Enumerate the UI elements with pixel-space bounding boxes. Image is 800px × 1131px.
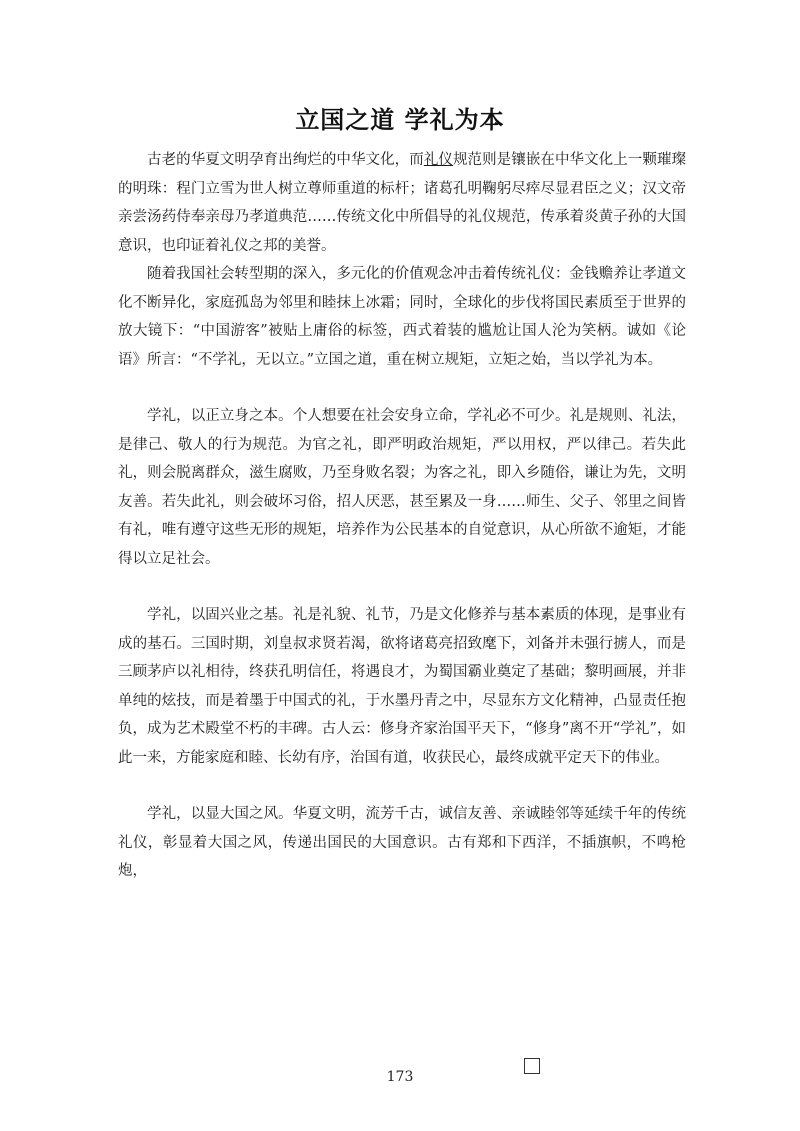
paragraph-gap — [118, 772, 686, 800]
paragraph-intro — [118, 146, 686, 260]
page-number: 173 — [386, 1069, 414, 1085]
paragraph-lishen: 学礼，以正立身之本。个人想要在社会安身立命，学礼必不可少。礼是规则、礼法，是律己、敬人的行为规范。为官之礼，即严明政治规矩，严以用权，严以律己。若失此礼，则会脱离群众，滋生腐败，乃至身败名裂；为客之礼，即入乡随俗，谦让为先，文明友善。若失此礼，则会破坏习俗，招人厌恶，甚至累及一身……师生、父子、邻里之间皆有礼，唯有遵守这些无形的规矩，培养作为公民基本的自觉意识，从心所欲不逾矩，才能得以立足社会。 — [118, 408, 686, 567]
underlined-word-liyi: 礼仪 — [423, 152, 453, 168]
article-body — [118, 146, 686, 886]
paragraph-gap — [118, 573, 686, 601]
checkbox-square-icon — [524, 1058, 540, 1074]
paragraph-intro-start: 古老的华夏文明孕育出绚烂的中华文化，而 — [147, 152, 424, 168]
paragraph-daguo: 学礼，以显大国之风。华夏文明，流芳千古，诚信友善、亲诚睦邻等延续千年的传统礼仪，彰显着大国之风，传递出国民的大国意识。古有郑和下西洋，不插旗帜，不鸣枪炮， — [118, 806, 686, 879]
paragraph-intro-end: 规范则是镶嵌在中华文化上一颗璀璨的明珠：程门立雪为世人树立尊师重道的标杆；诸葛孔明鞠躬尽瘁尽显君臣之义；汉文帝亲尝汤药侍奉亲母乃孝道典范……传统文化中所倡导的礼仪规范，传承着炎黄子孙的大国意识，也印证着礼仪之邦的美誉。 — [118, 152, 687, 254]
paragraph-gap — [118, 374, 686, 402]
paragraph-xingye: 学礼，以固兴业之基。礼是礼貌、礼节，乃是文化修养与基本素质的体现，是事业有成的基石。三国时期，刘皇叔求贤若渴，欲将诸葛亮招致麾下，刘备并未强行掳人，而是三顾茅庐以礼相待，终获孔明信任，将遇良才，为蜀国霸业奠定了基础；黎明画展，并非单纯的炫技，而是着墨于中国式的礼，于水墨丹青之中，尽显东方文化精神，凸显责任抱负，成为艺术殿堂不朽的丰碑。古人云：修身齐家治国平天下，“修身”离不开“学礼”，如此一来，方能家庭和睦、长幼有序，治国有道，收获民心，最终成就平定天下的伟业。 — [118, 607, 686, 766]
page-title: 立国之道 学礼为本 — [295, 106, 505, 134]
paragraph-context: 随着我国社会转型期的深入，多元化的价值观念冲击着传统礼仪：金钱赡养让孝道文化不断异化，家庭孤岛为邻里和睦抹上冰霜；同时，全球化的步伐将国民素质至于世界的放大镜下：“中国游客”被贴上庸俗的标签，西式着装的尴尬让国人沦为笑柄。诚如《论语》所言：“不学礼，无以立。”立国之道，重在树立规矩，立矩之始，当以学礼为本。 — [118, 266, 686, 368]
